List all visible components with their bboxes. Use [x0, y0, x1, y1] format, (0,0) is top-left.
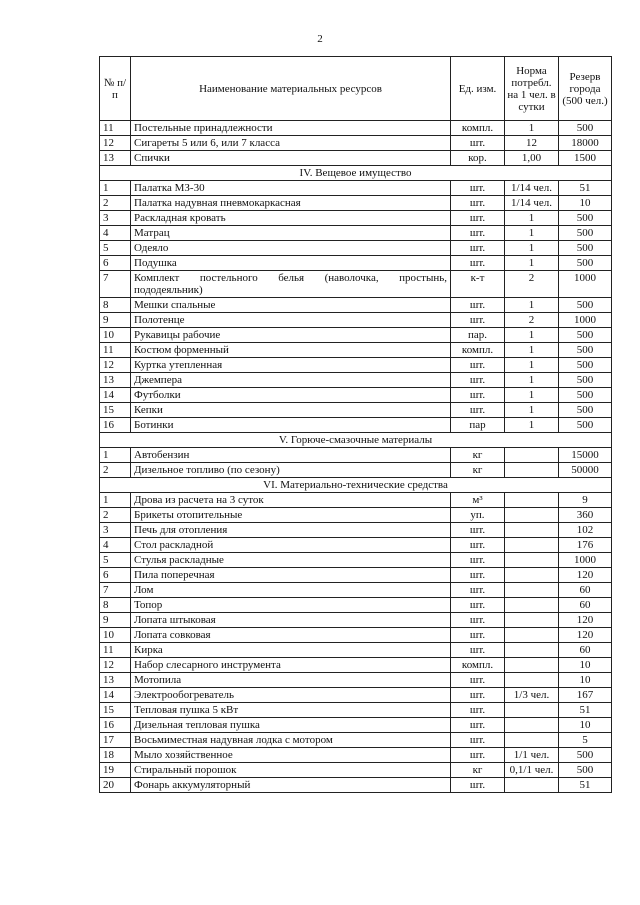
unit-cell: шт.: [451, 598, 505, 613]
table-row: [100, 538, 612, 553]
table-row: [100, 508, 612, 523]
norm-cell: 2: [505, 271, 559, 298]
resource-name: Подушка: [131, 256, 451, 271]
norm-cell: 1/14 чел.: [505, 181, 559, 196]
header-reserve: Резерв города (500 чел.): [559, 57, 612, 121]
resource-name: Пила поперечная: [131, 568, 451, 583]
row-number: 4: [100, 538, 131, 553]
norm-cell: [505, 508, 559, 523]
unit-cell: шт.: [451, 733, 505, 748]
row-number: 11: [100, 643, 131, 658]
reserve-cell: 500: [559, 418, 612, 433]
norm-cell: 1: [505, 241, 559, 256]
page-number: 2: [317, 33, 323, 45]
norm-cell: 1: [505, 403, 559, 418]
row-number: 4: [100, 226, 131, 241]
table-row: [100, 373, 612, 388]
table-row: [100, 523, 612, 538]
reserve-cell: 500: [559, 373, 612, 388]
norm-cell: [505, 778, 559, 793]
resource-name: Дрова из расчета на 3 суток: [131, 493, 451, 508]
row-number: 13: [100, 373, 131, 388]
norm-cell: 1: [505, 343, 559, 358]
norm-cell: 1/3 чел.: [505, 688, 559, 703]
row-number: 11: [100, 121, 131, 136]
table-row: [100, 121, 612, 136]
table-row: [100, 628, 612, 643]
table-row: [100, 778, 612, 793]
unit-cell: шт.: [451, 628, 505, 643]
table-row: [100, 583, 612, 598]
unit-cell: шт.: [451, 211, 505, 226]
unit-cell: шт.: [451, 226, 505, 241]
norm-cell: [505, 703, 559, 718]
resource-name: Футболки: [131, 388, 451, 403]
norm-cell: 1: [505, 418, 559, 433]
table-row: [100, 763, 612, 778]
reserve-cell: 1000: [559, 271, 612, 298]
reserve-cell: 60: [559, 598, 612, 613]
unit-cell: шт.: [451, 568, 505, 583]
reserve-cell: 9: [559, 493, 612, 508]
norm-cell: 2: [505, 313, 559, 328]
unit-cell: шт.: [451, 688, 505, 703]
section-row: [100, 478, 612, 493]
table-header-row: [100, 57, 612, 121]
unit-cell: шт.: [451, 358, 505, 373]
norm-cell: 1,00: [505, 151, 559, 166]
table-row: [100, 643, 612, 658]
reserve-cell: 5: [559, 733, 612, 748]
reserve-cell: 500: [559, 121, 612, 136]
table-row: [100, 568, 612, 583]
norm-cell: [505, 523, 559, 538]
resource-name: Дизельная тепловая пушка: [131, 718, 451, 733]
reserve-cell: 1000: [559, 553, 612, 568]
resource-name: Лопата штыковая: [131, 613, 451, 628]
norm-cell: [505, 613, 559, 628]
norm-cell: 1: [505, 226, 559, 241]
reserve-cell: 500: [559, 256, 612, 271]
table-row: [100, 463, 612, 478]
norm-cell: 1: [505, 121, 559, 136]
norm-cell: [505, 463, 559, 478]
unit-cell: кг: [451, 448, 505, 463]
row-number: 2: [100, 196, 131, 211]
resource-name: Постельные принадлежности: [131, 121, 451, 136]
reserve-cell: 10: [559, 658, 612, 673]
norm-cell: 1: [505, 358, 559, 373]
resource-name: Стиральный порошок: [131, 763, 451, 778]
table-row: [100, 493, 612, 508]
norm-cell: 1: [505, 373, 559, 388]
table-row: [100, 211, 612, 226]
row-number: 6: [100, 568, 131, 583]
reserve-cell: 18000: [559, 136, 612, 151]
norm-cell: [505, 598, 559, 613]
resource-name: Стулья раскладные: [131, 553, 451, 568]
resource-name: Кепки: [131, 403, 451, 418]
norm-cell: 1: [505, 298, 559, 313]
norm-cell: 12: [505, 136, 559, 151]
row-number: 3: [100, 523, 131, 538]
table-row: [100, 658, 612, 673]
unit-cell: уп.: [451, 508, 505, 523]
reserve-cell: 360: [559, 508, 612, 523]
row-number: 18: [100, 748, 131, 763]
norm-cell: 0,1/1 чел.: [505, 763, 559, 778]
table-row: [100, 328, 612, 343]
table-row: [100, 418, 612, 433]
row-number: 16: [100, 718, 131, 733]
unit-cell: шт.: [451, 313, 505, 328]
row-number: 10: [100, 628, 131, 643]
reserve-cell: 500: [559, 403, 612, 418]
unit-cell: к-т: [451, 271, 505, 298]
resource-name: Палатка надувная пневмокаркасная: [131, 196, 451, 211]
reserve-cell: 60: [559, 583, 612, 598]
reserve-cell: 51: [559, 703, 612, 718]
section-title: VI. Материально-технические средства: [100, 478, 612, 493]
table-row: [100, 313, 612, 328]
table-row: [100, 613, 612, 628]
table-row: [100, 718, 612, 733]
row-number: 5: [100, 241, 131, 256]
unit-cell: шт.: [451, 241, 505, 256]
unit-cell: кор.: [451, 151, 505, 166]
resource-name: Мыло хозяйственное: [131, 748, 451, 763]
table-row: [100, 343, 612, 358]
reserve-cell: 500: [559, 211, 612, 226]
row-number: 1: [100, 448, 131, 463]
unit-cell: шт.: [451, 613, 505, 628]
norm-cell: [505, 628, 559, 643]
table-row: [100, 136, 612, 151]
row-number: 11: [100, 343, 131, 358]
table-row: [100, 748, 612, 763]
section-title: IV. Вещевое имущество: [100, 166, 612, 181]
unit-cell: шт.: [451, 673, 505, 688]
resource-name: Печь для отопления: [131, 523, 451, 538]
reserve-cell: 500: [559, 343, 612, 358]
row-number: 3: [100, 211, 131, 226]
row-number: 12: [100, 358, 131, 373]
reserve-cell: 176: [559, 538, 612, 553]
row-number: 13: [100, 673, 131, 688]
reserve-cell: 500: [559, 241, 612, 256]
resource-name: Костюм форменный: [131, 343, 451, 358]
unit-cell: шт.: [451, 553, 505, 568]
table-row: [100, 403, 612, 418]
table-row: [100, 196, 612, 211]
unit-cell: шт.: [451, 388, 505, 403]
row-number: 15: [100, 403, 131, 418]
unit-cell: шт.: [451, 523, 505, 538]
row-number: 8: [100, 298, 131, 313]
table-row: [100, 298, 612, 313]
resource-name: Полотенце: [131, 313, 451, 328]
reserve-cell: 500: [559, 298, 612, 313]
resource-name: Автобензин: [131, 448, 451, 463]
unit-cell: кг: [451, 763, 505, 778]
reserve-cell: 500: [559, 388, 612, 403]
row-number: 10: [100, 328, 131, 343]
resource-name: Матрац: [131, 226, 451, 241]
unit-cell: шт.: [451, 403, 505, 418]
table-row: [100, 151, 612, 166]
row-number: 12: [100, 658, 131, 673]
section-title: V. Горюче-смазочные материалы: [100, 433, 612, 448]
section-row: [100, 433, 612, 448]
unit-cell: кг: [451, 463, 505, 478]
unit-cell: шт.: [451, 778, 505, 793]
row-number: 7: [100, 583, 131, 598]
resource-name: Лом: [131, 583, 451, 598]
norm-cell: 1: [505, 211, 559, 226]
unit-cell: шт.: [451, 583, 505, 598]
norm-cell: [505, 568, 559, 583]
reserve-cell: 10: [559, 718, 612, 733]
resource-name: Мешки спальные: [131, 298, 451, 313]
unit-cell: шт.: [451, 643, 505, 658]
unit-cell: компл.: [451, 658, 505, 673]
table-row: [100, 673, 612, 688]
table-row: [100, 553, 612, 568]
norm-cell: [505, 733, 559, 748]
unit-cell: компл.: [451, 121, 505, 136]
reserve-cell: 120: [559, 568, 612, 583]
unit-cell: м³: [451, 493, 505, 508]
table-row: [100, 358, 612, 373]
resource-name: Стол раскладной: [131, 538, 451, 553]
resource-name: Спички: [131, 151, 451, 166]
row-number: 20: [100, 778, 131, 793]
row-number: 12: [100, 136, 131, 151]
unit-cell: шт.: [451, 256, 505, 271]
header-norm: Норма потребл. на 1 чел. в сутки: [505, 57, 559, 121]
reserve-cell: 51: [559, 778, 612, 793]
row-number: 14: [100, 388, 131, 403]
resource-name: Куртка утепленная: [131, 358, 451, 373]
resource-name: Одеяло: [131, 241, 451, 256]
resource-name: Джемпера: [131, 373, 451, 388]
reserve-cell: 10: [559, 196, 612, 211]
resource-name: Лопата совковая: [131, 628, 451, 643]
reserve-cell: 1500: [559, 151, 612, 166]
row-number: 7: [100, 271, 131, 298]
reserve-cell: 1000: [559, 313, 612, 328]
header-unit: Ед. изм.: [451, 57, 505, 121]
reserve-cell: 120: [559, 628, 612, 643]
header-num: № п/п: [100, 57, 131, 121]
resources-table: [99, 56, 612, 793]
table-row: [100, 703, 612, 718]
norm-cell: 1/14 чел.: [505, 196, 559, 211]
norm-cell: [505, 583, 559, 598]
row-number: 9: [100, 613, 131, 628]
table-row: [100, 226, 612, 241]
reserve-cell: 15000: [559, 448, 612, 463]
unit-cell: шт.: [451, 373, 505, 388]
table-row: [100, 241, 612, 256]
norm-cell: 1: [505, 256, 559, 271]
unit-cell: шт.: [451, 538, 505, 553]
resource-name: Раскладная кровать: [131, 211, 451, 226]
reserve-cell: 102: [559, 523, 612, 538]
reserve-cell: 51: [559, 181, 612, 196]
row-number: 14: [100, 688, 131, 703]
row-number: 5: [100, 553, 131, 568]
resource-name: Сигареты 5 или 6, или 7 класса: [131, 136, 451, 151]
resource-name: Ботинки: [131, 418, 451, 433]
unit-cell: шт.: [451, 298, 505, 313]
resource-name: Электрообогреватель: [131, 688, 451, 703]
row-number: 1: [100, 181, 131, 196]
resource-name: Кирка: [131, 643, 451, 658]
table-row: [100, 256, 612, 271]
reserve-cell: 50000: [559, 463, 612, 478]
reserve-cell: 500: [559, 226, 612, 241]
reserve-cell: 60: [559, 643, 612, 658]
row-number: 15: [100, 703, 131, 718]
row-number: 6: [100, 256, 131, 271]
resource-name: Рукавицы рабочие: [131, 328, 451, 343]
norm-cell: [505, 658, 559, 673]
row-number: 8: [100, 598, 131, 613]
unit-cell: шт.: [451, 181, 505, 196]
reserve-cell: 500: [559, 763, 612, 778]
resource-name: Набор слесарного инструмента: [131, 658, 451, 673]
unit-cell: шт.: [451, 718, 505, 733]
section-row: [100, 166, 612, 181]
table-row: [100, 448, 612, 463]
table-row: [100, 598, 612, 613]
resource-name: Топор: [131, 598, 451, 613]
unit-cell: шт.: [451, 196, 505, 211]
norm-cell: [505, 448, 559, 463]
norm-cell: 1: [505, 388, 559, 403]
row-number: 1: [100, 493, 131, 508]
unit-cell: шт.: [451, 703, 505, 718]
resource-name: Комплект постельного белья (наволочка, простынь, пододеяльник): [131, 271, 451, 298]
table-row: [100, 181, 612, 196]
table-row: [100, 688, 612, 703]
reserve-cell: 500: [559, 358, 612, 373]
norm-cell: [505, 718, 559, 733]
norm-cell: [505, 643, 559, 658]
row-number: 13: [100, 151, 131, 166]
row-number: 2: [100, 463, 131, 478]
row-number: 16: [100, 418, 131, 433]
resource-name: Дизельное топливо (по сезону): [131, 463, 451, 478]
table-row: [100, 733, 612, 748]
reserve-cell: 120: [559, 613, 612, 628]
resource-name: Фонарь аккумуляторный: [131, 778, 451, 793]
norm-cell: [505, 538, 559, 553]
resource-name: Мотопила: [131, 673, 451, 688]
resource-name: Восьмиместная надувная лодка с мотором: [131, 733, 451, 748]
unit-cell: шт.: [451, 136, 505, 151]
resource-name: Палатка МЗ-30: [131, 181, 451, 196]
norm-cell: 1/1 чел.: [505, 748, 559, 763]
unit-cell: шт.: [451, 748, 505, 763]
reserve-cell: 167: [559, 688, 612, 703]
norm-cell: 1: [505, 328, 559, 343]
reserve-cell: 10: [559, 673, 612, 688]
unit-cell: компл.: [451, 343, 505, 358]
row-number: 19: [100, 763, 131, 778]
norm-cell: [505, 673, 559, 688]
resource-name: Брикеты отопительные: [131, 508, 451, 523]
table-row: [100, 271, 612, 298]
unit-cell: пар: [451, 418, 505, 433]
row-number: 9: [100, 313, 131, 328]
reserve-cell: 500: [559, 328, 612, 343]
row-number: 2: [100, 508, 131, 523]
header-name: Наименование материальных ресурсов: [131, 57, 451, 121]
resource-name: Тепловая пушка 5 кВт: [131, 703, 451, 718]
norm-cell: [505, 493, 559, 508]
table-row: [100, 388, 612, 403]
unit-cell: пар.: [451, 328, 505, 343]
row-number: 17: [100, 733, 131, 748]
norm-cell: [505, 553, 559, 568]
reserve-cell: 500: [559, 748, 612, 763]
